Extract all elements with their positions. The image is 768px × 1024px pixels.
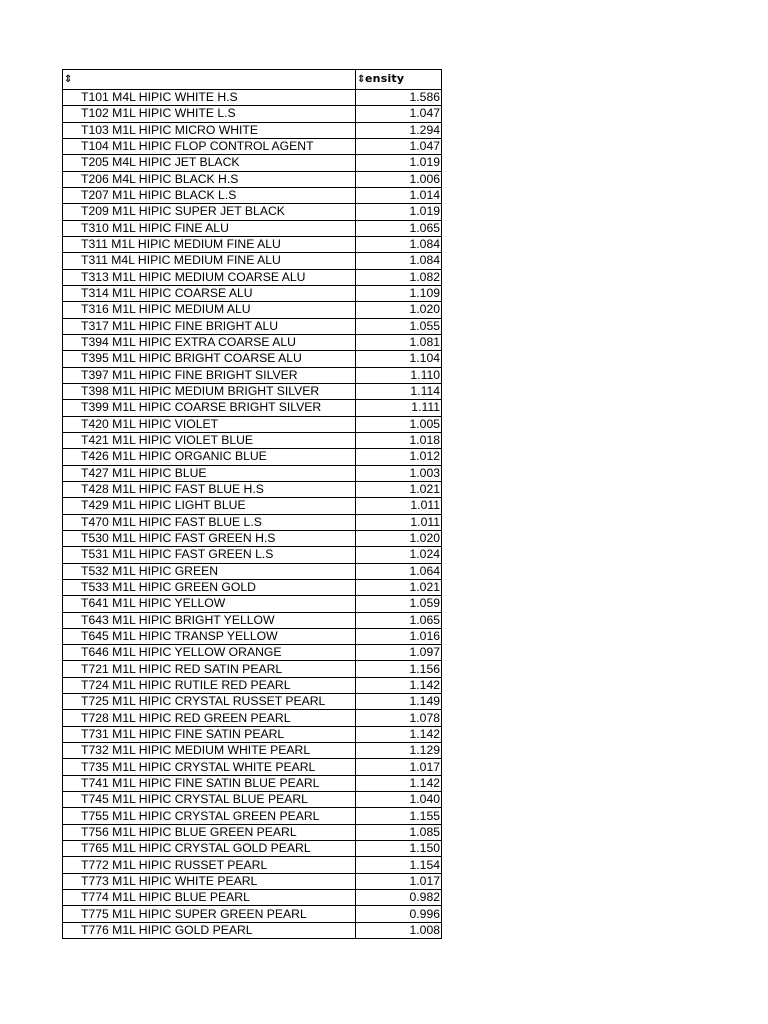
product-name-cell[interactable]: T532 M1L HIPIC GREEN bbox=[63, 563, 356, 579]
table-row bbox=[63, 873, 442, 889]
density-value-cell[interactable]: 1.012 bbox=[356, 449, 442, 465]
density-value-cell[interactable]: 1.294 bbox=[356, 122, 442, 138]
density-value-cell[interactable]: 1.016 bbox=[356, 628, 442, 644]
density-value-cell[interactable]: 1.111 bbox=[356, 400, 442, 416]
density-value-cell[interactable]: 1.078 bbox=[356, 710, 442, 726]
product-name-cell[interactable]: T765 M1L HIPIC CRYSTAL GOLD PEARL bbox=[63, 841, 356, 857]
table-row bbox=[63, 922, 442, 938]
density-value-cell[interactable]: 1.055 bbox=[356, 318, 442, 334]
table-row bbox=[63, 351, 442, 367]
density-value-cell[interactable]: 1.047 bbox=[356, 138, 442, 154]
table-row bbox=[63, 138, 442, 154]
density-value-cell[interactable]: 1.011 bbox=[356, 514, 442, 530]
table-row bbox=[63, 187, 442, 203]
table-row bbox=[63, 808, 442, 824]
product-name-cell[interactable]: T735 M1L HIPIC CRYSTAL WHITE PEARL bbox=[63, 759, 356, 775]
table-row bbox=[63, 318, 442, 334]
density-value-cell[interactable]: 1.019 bbox=[356, 204, 442, 220]
table-row bbox=[63, 465, 442, 481]
product-name-cell[interactable]: T101 M4L HIPIC WHITE H.S bbox=[63, 90, 356, 106]
product-name-cell[interactable]: T721 M1L HIPIC RED SATIN PEARL bbox=[63, 661, 356, 677]
density-value-cell[interactable]: 1.142 bbox=[356, 775, 442, 791]
product-name-cell[interactable]: T776 M1L HIPIC GOLD PEARL bbox=[63, 922, 356, 938]
density-value-cell[interactable]: 1.019 bbox=[356, 155, 442, 171]
product-name-cell[interactable]: T643 M1L HIPIC BRIGHT YELLOW bbox=[63, 612, 356, 628]
product-name-cell[interactable]: T395 M1L HIPIC BRIGHT COARSE ALU bbox=[63, 351, 356, 367]
product-name-cell[interactable]: T310 M1L HIPIC FINE ALU bbox=[63, 220, 356, 236]
density-value-cell[interactable]: 1.065 bbox=[356, 220, 442, 236]
density-value-cell[interactable]: 1.082 bbox=[356, 269, 442, 285]
table-row bbox=[63, 155, 442, 171]
density-value-cell[interactable]: 1.084 bbox=[356, 253, 442, 269]
product-name-cell[interactable]: T206 M4L HIPIC BLACK H.S bbox=[63, 171, 356, 187]
table-row bbox=[63, 481, 442, 497]
table-row bbox=[63, 334, 442, 350]
table-row bbox=[63, 906, 442, 922]
density-value-cell[interactable]: 1.021 bbox=[356, 579, 442, 595]
product-name-cell[interactable]: T311 M4L HIPIC MEDIUM FINE ALU bbox=[63, 253, 356, 269]
table-row bbox=[63, 857, 442, 873]
sort-arrows-icon[interactable]: ⇕ bbox=[357, 74, 366, 85]
product-name-cell[interactable]: T398 M1L HIPIC MEDIUM BRIGHT SILVER bbox=[63, 383, 356, 399]
density-value-cell[interactable]: 1.024 bbox=[356, 547, 442, 563]
density-value-cell[interactable]: 1.020 bbox=[356, 302, 442, 318]
table-row bbox=[63, 694, 442, 710]
density-value-cell[interactable]: 0.996 bbox=[356, 906, 442, 922]
product-name-cell[interactable]: T311 M1L HIPIC MEDIUM FINE ALU bbox=[63, 236, 356, 252]
density-table bbox=[62, 69, 442, 939]
table-row bbox=[63, 612, 442, 628]
table-row bbox=[63, 302, 442, 318]
product-name-cell[interactable]: T209 M1L HIPIC SUPER JET BLACK bbox=[63, 204, 356, 220]
table-row bbox=[63, 106, 442, 122]
product-name-cell[interactable]: T775 M1L HIPIC SUPER GREEN PEARL bbox=[63, 906, 356, 922]
table-row bbox=[63, 596, 442, 612]
density-value-cell[interactable]: 1.065 bbox=[356, 612, 442, 628]
table-row bbox=[63, 759, 442, 775]
product-name-cell[interactable]: T756 M1L HIPIC BLUE GREEN PEARL bbox=[63, 824, 356, 840]
table-row bbox=[63, 253, 442, 269]
density-table-container bbox=[62, 69, 441, 939]
density-value-cell[interactable]: 1.149 bbox=[356, 694, 442, 710]
table-body bbox=[63, 90, 442, 939]
product-name-cell[interactable]: T207 M1L HIPIC BLACK L.S bbox=[63, 187, 356, 203]
table-row bbox=[63, 171, 442, 187]
density-value-cell[interactable]: 1.097 bbox=[356, 645, 442, 661]
table-row bbox=[63, 775, 442, 791]
product-name-cell[interactable]: T728 M1L HIPIC RED GREEN PEARL bbox=[63, 710, 356, 726]
table-row bbox=[63, 236, 442, 252]
product-name-cell[interactable]: T316 M1L HIPIC MEDIUM ALU bbox=[63, 302, 356, 318]
table-row bbox=[63, 514, 442, 530]
product-name-cell[interactable]: T313 M1L HIPIC MEDIUM COARSE ALU bbox=[63, 269, 356, 285]
product-name-cell[interactable]: T399 M1L HIPIC COARSE BRIGHT SILVER bbox=[63, 400, 356, 416]
product-name-cell[interactable]: T530 M1L HIPIC FAST GREEN H.S bbox=[63, 530, 356, 546]
product-name-cell[interactable]: T531 M1L HIPIC FAST GREEN L.S bbox=[63, 547, 356, 563]
density-value-cell[interactable]: 1.018 bbox=[356, 432, 442, 448]
density-value-cell[interactable]: 1.586 bbox=[356, 90, 442, 106]
density-value-cell[interactable]: 1.020 bbox=[356, 530, 442, 546]
table-row bbox=[63, 383, 442, 399]
table-row bbox=[63, 498, 442, 514]
table-row bbox=[63, 645, 442, 661]
density-value-cell[interactable]: 1.104 bbox=[356, 351, 442, 367]
table-row bbox=[63, 547, 442, 563]
density-value-cell[interactable]: 1.110 bbox=[356, 367, 442, 383]
table-row bbox=[63, 743, 442, 759]
density-value-cell[interactable]: 1.064 bbox=[356, 563, 442, 579]
product-name-cell[interactable]: T317 M1L HIPIC FINE BRIGHT ALU bbox=[63, 318, 356, 334]
product-name-cell[interactable]: T533 M1L HIPIC GREEN GOLD bbox=[63, 579, 356, 595]
table-row bbox=[63, 890, 442, 906]
table-row bbox=[63, 269, 442, 285]
density-value-cell[interactable]: 1.150 bbox=[356, 841, 442, 857]
product-name-cell[interactable]: T394 M1L HIPIC EXTRA COARSE ALU bbox=[63, 334, 356, 350]
sort-arrows-icon[interactable]: ⇕ bbox=[64, 74, 73, 85]
density-value-cell[interactable]: 1.017 bbox=[356, 873, 442, 889]
density-value-cell[interactable]: 1.005 bbox=[356, 416, 442, 432]
table-row bbox=[63, 530, 442, 546]
density-value-cell[interactable]: 1.021 bbox=[356, 481, 442, 497]
density-value-cell[interactable]: 1.040 bbox=[356, 792, 442, 808]
product-name-cell[interactable]: T104 M1L HIPIC FLOP CONTROL AGENT bbox=[63, 138, 356, 154]
table-row bbox=[63, 449, 442, 465]
density-value-cell[interactable]: 1.059 bbox=[356, 596, 442, 612]
density-value-cell[interactable]: 1.154 bbox=[356, 857, 442, 873]
table-header-row bbox=[63, 70, 442, 90]
density-value-cell[interactable]: 1.008 bbox=[356, 922, 442, 938]
product-name-cell[interactable]: T741 M1L HIPIC FINE SATIN BLUE PEARL bbox=[63, 775, 356, 791]
density-value-cell[interactable]: 1.081 bbox=[356, 334, 442, 350]
table-row bbox=[63, 628, 442, 644]
density-value-cell[interactable]: 1.129 bbox=[356, 743, 442, 759]
product-name-cell[interactable]: T427 M1L HIPIC BLUE bbox=[63, 465, 356, 481]
product-name-cell[interactable]: T725 M1L HIPIC CRYSTAL RUSSET PEARL bbox=[63, 694, 356, 710]
table-row bbox=[63, 400, 442, 416]
product-name-cell[interactable]: T397 M1L HIPIC FINE BRIGHT SILVER bbox=[63, 367, 356, 383]
density-value-cell[interactable]: 1.114 bbox=[356, 383, 442, 399]
product-name-cell[interactable]: T731 M1L HIPIC FINE SATIN PEARL bbox=[63, 726, 356, 742]
density-value-cell[interactable]: 1.142 bbox=[356, 677, 442, 693]
product-name-cell[interactable]: T724 M1L HIPIC RUTILE RED PEARL bbox=[63, 677, 356, 693]
table-row bbox=[63, 841, 442, 857]
product-name-cell[interactable]: T772 M1L HIPIC RUSSET PEARL bbox=[63, 857, 356, 873]
table-row bbox=[63, 122, 442, 138]
product-name-cell[interactable]: T421 M1L HIPIC VIOLET BLUE bbox=[63, 432, 356, 448]
product-name-cell[interactable]: T646 M1L HIPIC YELLOW ORANGE bbox=[63, 645, 356, 661]
table-row bbox=[63, 824, 442, 840]
column-header-name[interactable] bbox=[63, 70, 356, 90]
density-value-cell[interactable]: 1.084 bbox=[356, 236, 442, 252]
table-row bbox=[63, 677, 442, 693]
product-name-cell[interactable]: T645 M1L HIPIC TRANSP YELLOW bbox=[63, 628, 356, 644]
product-name-cell[interactable]: T773 M1L HIPIC WHITE PEARL bbox=[63, 873, 356, 889]
density-value-cell[interactable]: 1.156 bbox=[356, 661, 442, 677]
density-value-cell[interactable]: 1.109 bbox=[356, 285, 442, 301]
table-row bbox=[63, 90, 442, 106]
table-row bbox=[63, 416, 442, 432]
density-value-cell[interactable]: 1.011 bbox=[356, 498, 442, 514]
product-name-cell[interactable]: T420 M1L HIPIC VIOLET bbox=[63, 416, 356, 432]
density-value-cell[interactable]: 0.982 bbox=[356, 890, 442, 906]
table-row bbox=[63, 220, 442, 236]
product-name-cell[interactable]: T774 M1L HIPIC BLUE PEARL bbox=[63, 890, 356, 906]
table-row bbox=[63, 432, 442, 448]
density-value-cell[interactable]: 1.006 bbox=[356, 171, 442, 187]
density-value-cell[interactable]: 1.003 bbox=[356, 465, 442, 481]
product-name-cell[interactable]: T428 M1L HIPIC FAST BLUE H.S bbox=[63, 481, 356, 497]
product-name-cell[interactable]: T732 M1L HIPIC MEDIUM WHITE PEARL bbox=[63, 743, 356, 759]
density-value-cell[interactable]: 1.017 bbox=[356, 759, 442, 775]
density-value-cell[interactable]: 1.155 bbox=[356, 808, 442, 824]
table-row bbox=[63, 563, 442, 579]
product-name-cell[interactable]: T641 M1L HIPIC YELLOW bbox=[63, 596, 356, 612]
density-value-cell[interactable]: 1.085 bbox=[356, 824, 442, 840]
table-row bbox=[63, 285, 442, 301]
table-row bbox=[63, 710, 442, 726]
product-name-cell[interactable]: T205 M4L HIPIC JET BLACK bbox=[63, 155, 356, 171]
table-row bbox=[63, 726, 442, 742]
product-name-cell[interactable]: T429 M1L HIPIC LIGHT BLUE bbox=[63, 498, 356, 514]
density-value-cell[interactable]: 1.142 bbox=[356, 726, 442, 742]
density-value-cell[interactable]: 1.047 bbox=[356, 106, 442, 122]
product-name-cell[interactable]: T745 M1L HIPIC CRYSTAL BLUE PEARL bbox=[63, 792, 356, 808]
product-name-cell[interactable]: T102 M1L HIPIC WHITE L.S bbox=[63, 106, 356, 122]
product-name-cell[interactable]: T426 M1L HIPIC ORGANIC BLUE bbox=[63, 449, 356, 465]
table-row bbox=[63, 792, 442, 808]
column-header-density-label: ensity bbox=[365, 72, 405, 85]
table-row bbox=[63, 579, 442, 595]
table-row bbox=[63, 204, 442, 220]
column-header-density[interactable] bbox=[356, 70, 442, 90]
product-name-cell[interactable]: T470 M1L HIPIC FAST BLUE L.S bbox=[63, 514, 356, 530]
product-name-cell[interactable]: T314 M1L HIPIC COARSE ALU bbox=[63, 285, 356, 301]
table-row bbox=[63, 661, 442, 677]
product-name-cell[interactable]: T755 M1L HIPIC CRYSTAL GREEN PEARL bbox=[63, 808, 356, 824]
product-name-cell[interactable]: T103 M1L HIPIC MICRO WHITE bbox=[63, 122, 356, 138]
table-row bbox=[63, 367, 442, 383]
density-value-cell[interactable]: 1.014 bbox=[356, 187, 442, 203]
